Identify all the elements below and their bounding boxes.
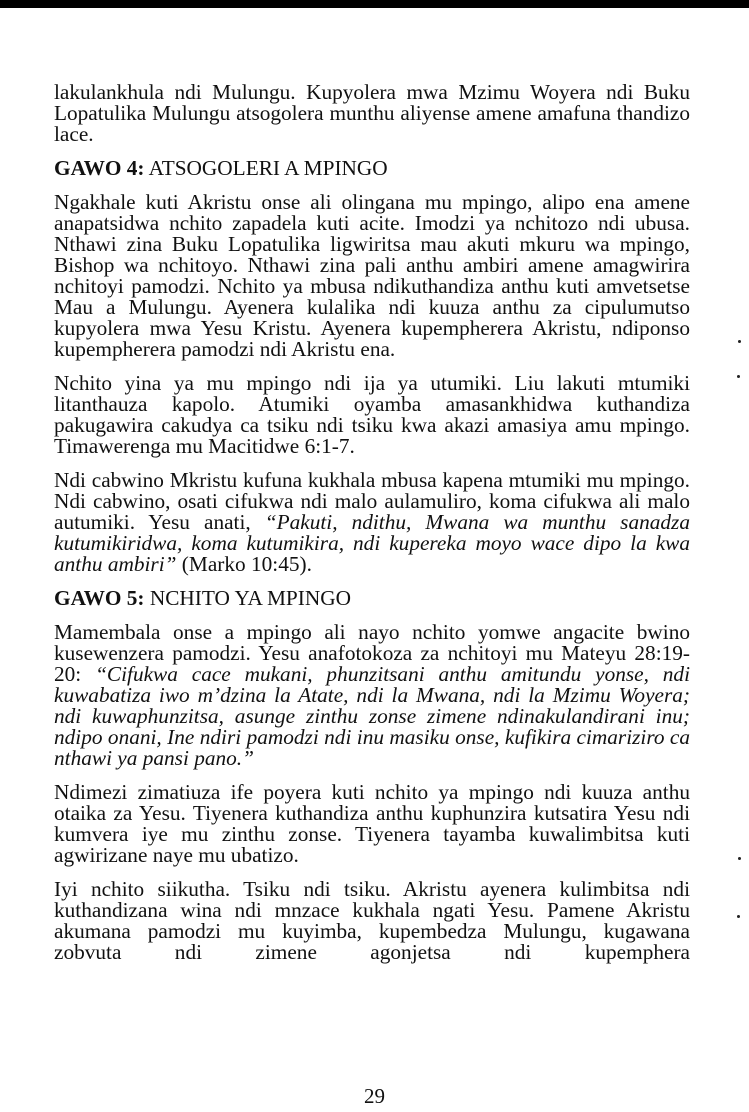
paragraph-3: Nchito yina ya mu mpingo ndi ija ya utumiki. Liu lakuti mtumiki litanthauza kapolo. Atumiki oyamba amasankhidwa kuthandiza pakugawira cakudya ca tsiku ndi tsiku kwa akazi amasiya amu mpingo. Timawerenga mu Macitidwe 6:1-7.: [54, 371, 690, 458]
scan-speck: [738, 857, 741, 860]
paragraph-7: Iyi nchito siikutha. Tsiku ndi tsiku. Akristu ayenera kulimbitsa ndi kuthandizana wina ndi mnzace kukhala ngati Yesu. Pamene Akristu akumana pamodzi mu kuyimba, kupembedza Mulungu, kugawana zobvuta ndi zimene agonjetsa ndi kupemphera: [54, 877, 690, 964]
scripture-quote: “Pakuti, ndithu, Mwana wa munthu sanadza kutumikiridwa, koma kutumikira, ndi kupereka moyo wace dipo la kwa anthu ambiri”: [54, 510, 690, 576]
paragraph-2: Ngakhale kuti Akristu onse ali olingana mu mpingo, alipo ena amene anapatsidwa nchito zapadela kuti acite. Imodzi ya nchitozo ndi ubusa. Nthawi zina Buku Lopatulika ligwiritsa mau akuti mkuru wa mpingo, Bishop wa nchitoyo. Nthawi zina pali anthu ambiri amene amagwirira nchitoyi pamodzi. Nchito ya mbusa ndikuthandiza anthu kuti amvetsetse Mau a Mulungu. Ayenera kulalika ndi kuuza anthu za cipulumutso kupyolera mwa Yesu Kristu. Ayenera kupempherera Akristu, ndiponso kupempherera pamodzi ndi Akristu ena.: [54, 190, 690, 361]
scripture-quote: “Cifukwa cace mukani, phunzitsani anthu amitundu yonse, ndi kuwabatiza iwo m’dzina la Atate, ndi la Mwana, ndi la Mzimu Woyera; ndi kuwaphunzitsa, asunge zinthu zonse zimene ndinakulandirani inu; ndipo onani, Ine ndiri pamodzi ndi inu masiku onse, kufikira cimariziro ca nthawi ya pansi pano.”: [54, 662, 690, 770]
section-title: ATSOGOLERI A MPINGO: [148, 156, 388, 180]
paragraph-4: [54, 470, 690, 575]
paragraph-1: lakulankhula ndi Mulungu. Kupyolera mwa Mzimu Woyera ndi Buku Lopatulika Mulungu atsogolera munthu aliyense amene amafuna thandizo lace.: [54, 80, 690, 146]
section-heading-gawo-4: [54, 158, 690, 179]
book-page-body: [54, 82, 690, 976]
page-top-edge: [0, 0, 749, 8]
section-number: GAWO 4:: [54, 156, 145, 180]
paragraph-5: [54, 622, 690, 769]
section-title: NCHITO YA MPINGO: [149, 586, 351, 610]
page-number: 29: [364, 1084, 385, 1108]
scripture-reference: (Marko 10:45).: [176, 552, 312, 576]
section-heading-gawo-5: [54, 588, 690, 609]
scan-speck: [737, 915, 740, 918]
paragraph-4-text: Ndi cabwino Mkristu kufuna kukhala mbusa kapena mtumiki mu mpingo. Ndi cabwino, osati cifukwa ndi malo aulamuliro, koma cifukwa ali malo autumiki. Yesu anati,: [54, 468, 690, 534]
scan-speck: [737, 375, 740, 378]
section-number: GAWO 5:: [54, 586, 145, 610]
scan-speck: [738, 340, 741, 343]
paragraph-6: Ndimezi zimatiuza ife poyera kuti nchito ya mpingo ndi kuuza anthu otaika za Yesu. Tiyenera kuthandiza anthu kuphunzira kutsatira Yesu ndi kumvera iye mu zinthu zonse. Tiyenera tayamba kuwalimbitsa kuti agwirizane naye mu ubatizo.: [54, 780, 690, 867]
paragraph-5-text: Mamembala onse a mpingo ali nayo nchito yomwe angacite bwino kusewenzera pamodzi. Yesu anafotokoza za nchitoyi mu Mateyu 28:19-20:: [54, 620, 690, 686]
